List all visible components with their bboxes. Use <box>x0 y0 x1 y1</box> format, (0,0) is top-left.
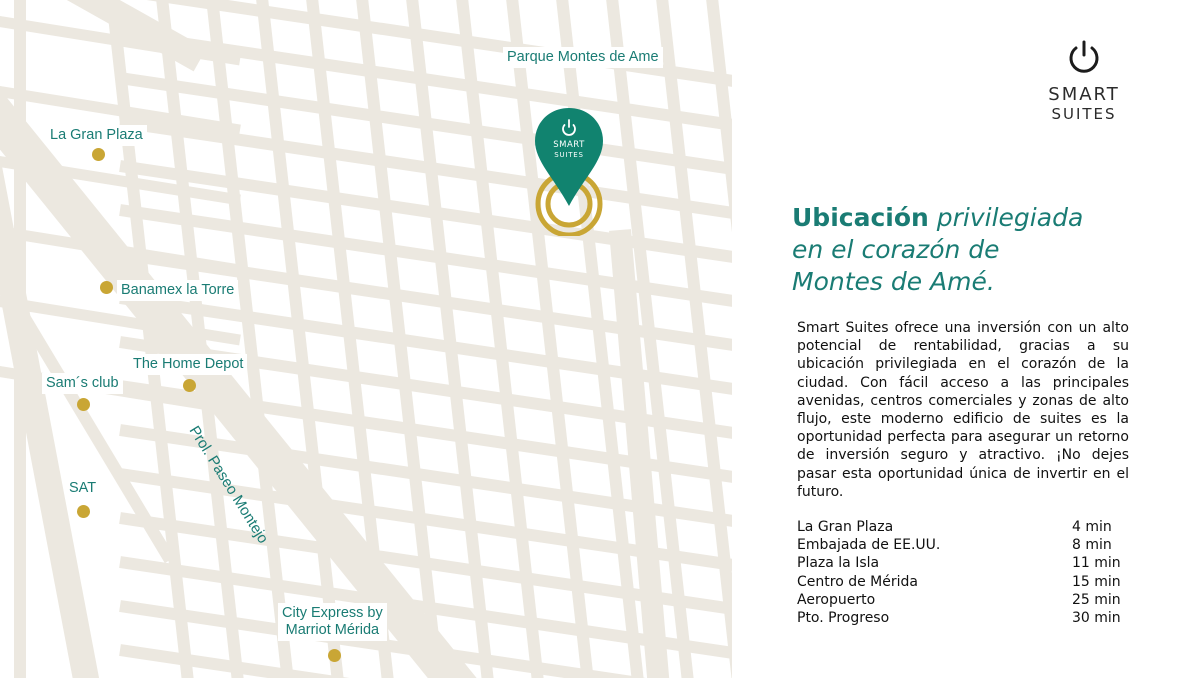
distance-row <box>797 554 1127 572</box>
distance-place: Pto. Progreso <box>797 609 890 626</box>
poi-marker-banamex-la-torre <box>100 281 113 294</box>
poi-label-parque-montes-de-ame: Parque Montes de Ame <box>503 47 663 68</box>
pin-label-line2: SUITES <box>554 151 584 159</box>
poi-label-sat: SAT <box>65 478 100 499</box>
poi-marker-sams-club <box>77 398 90 411</box>
poi-marker-city-express <box>328 649 341 662</box>
distance-time: 8 min <box>1072 537 1112 554</box>
distance-time: 11 min <box>1072 555 1121 572</box>
distance-time: 25 min <box>1072 591 1121 608</box>
distance-place: La Gran Plaza <box>797 519 894 535</box>
poi-label-the-home-depot: The Home Depot <box>129 354 247 375</box>
poi-marker-la-gran-plaza <box>92 148 105 161</box>
distance-row <box>797 609 1127 627</box>
distance-row <box>797 518 1127 536</box>
location-pin <box>532 106 606 236</box>
poi-label-city-express: City Express by Marriot Mérida <box>278 603 387 641</box>
distance-row <box>797 573 1127 591</box>
distance-time: 15 min <box>1072 573 1121 590</box>
distance-row <box>797 536 1127 554</box>
poi-marker-sat <box>77 505 90 518</box>
distance-place: Embajada de EE.UU. <box>797 537 941 554</box>
distance-list <box>797 518 1127 627</box>
pin-label-line1: SMART <box>553 140 585 150</box>
description-paragraph: Smart Suites ofrece una inversión con un alto potencial de rentabilidad, gracias a su ubicación privilegiada en el corazón de la ciudad. Con fácil acceso a las principales avenidas, centros comerciales y zonas de alto flujo, este moderno edificio de suites es la oportunidad perfecta para asegurar un retorno de inversión seguro y atractivo. ¡No dejes pasar esta oportunidad única de invertir en el futuro. <box>797 320 1129 500</box>
info-panel <box>732 0 1200 678</box>
page-headline <box>792 202 1172 298</box>
distance-time: 30 min <box>1072 609 1121 626</box>
poi-label-banamex-la-torre: Banamex la Torre <box>117 280 238 301</box>
logo-word-suites: SUITES <box>1051 105 1117 123</box>
logo-word-smart: SMART <box>1048 84 1120 105</box>
poi-label-la-gran-plaza: La Gran Plaza <box>46 125 147 146</box>
headline-line3: Montes de Amé. <box>792 267 995 296</box>
distance-place: Aeropuerto <box>797 591 876 608</box>
poi-label-sams-club: Sam´s club <box>42 373 123 394</box>
distance-place: Plaza la Isla <box>797 555 880 572</box>
street-label-paseo-montejo: Prol. Paseo Montejo <box>185 423 272 547</box>
headline-italic: privilegiada <box>928 203 1084 232</box>
poi-marker-the-home-depot <box>183 379 196 392</box>
headline-bold: Ubicación <box>792 203 929 232</box>
distance-row <box>797 591 1127 609</box>
brand-logo <box>1044 40 1124 123</box>
distance-time: 4 min <box>1072 519 1112 535</box>
headline-line2: en el corazón de <box>792 235 1000 264</box>
power-icon <box>1067 40 1101 76</box>
distance-place: Centro de Mérida <box>797 573 918 590</box>
